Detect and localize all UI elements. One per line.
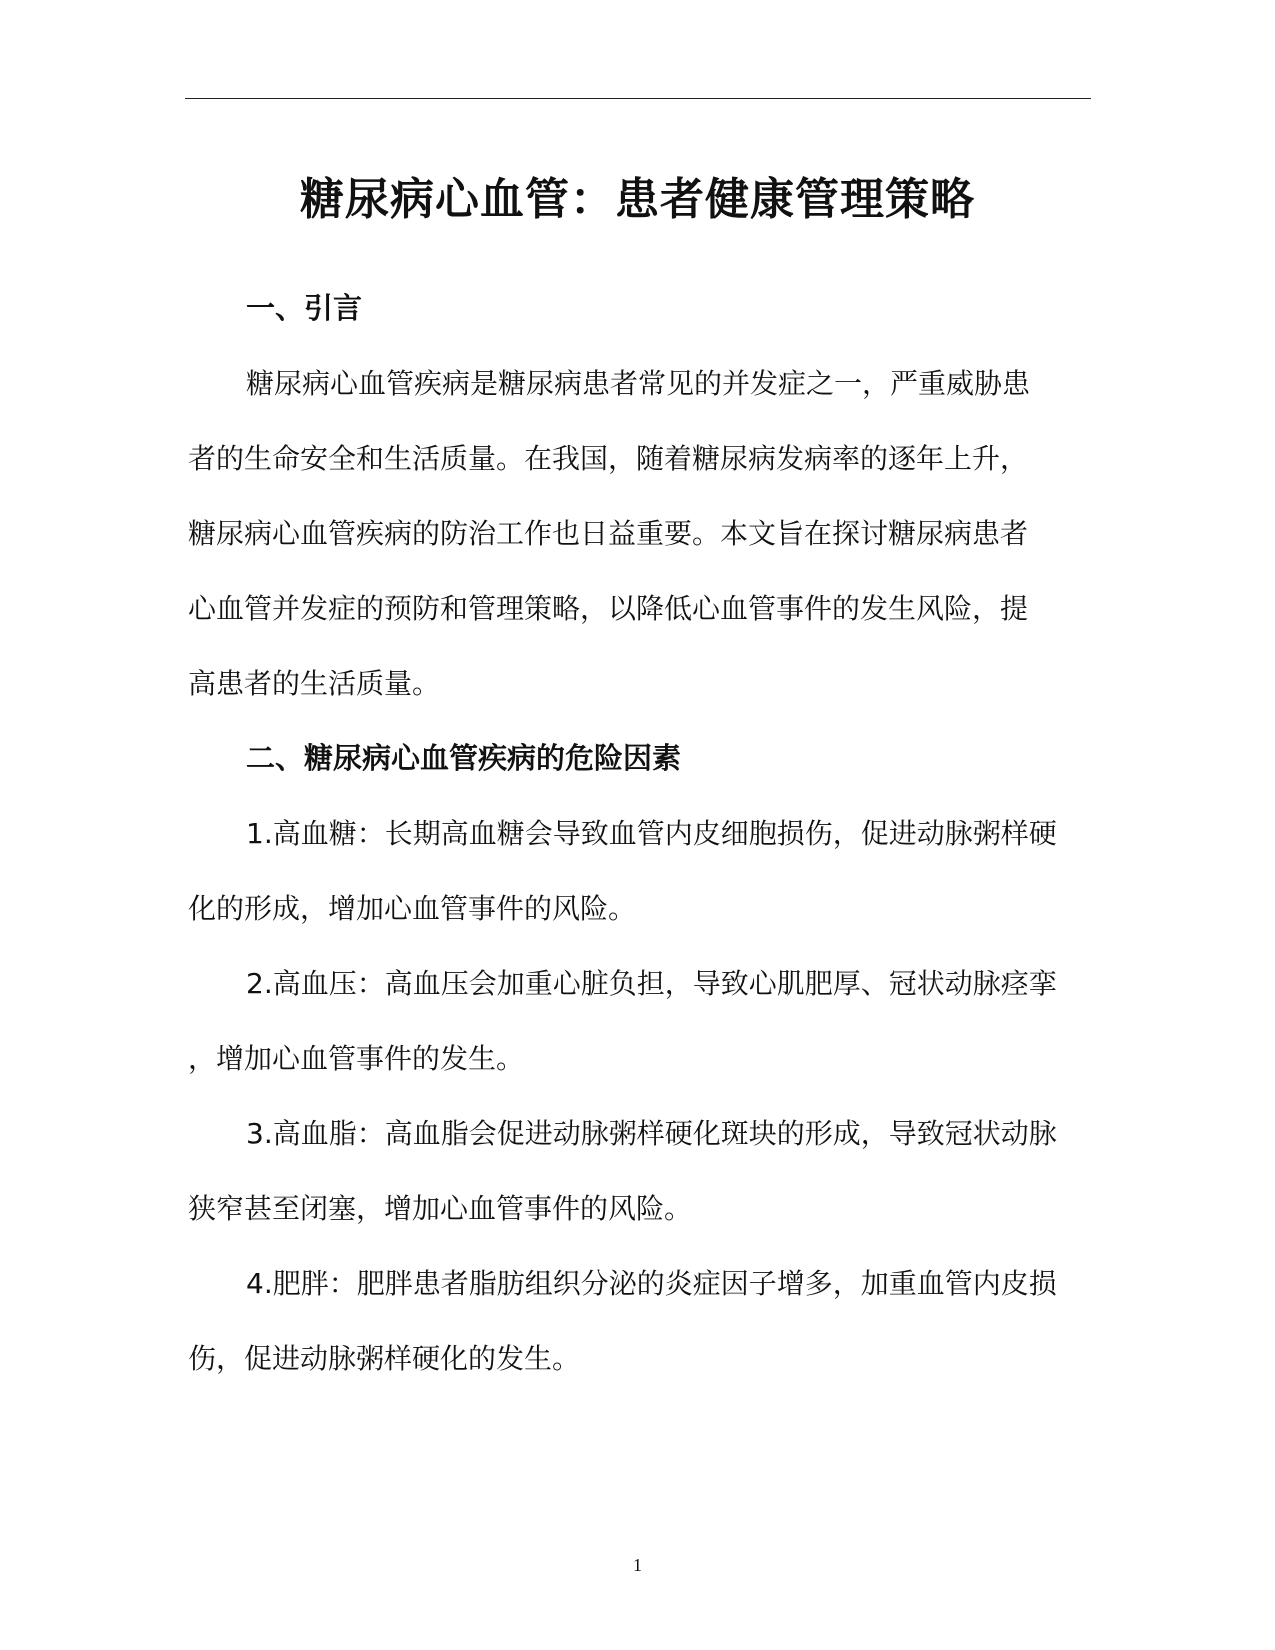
paragraph-line: 者的生命安全和生活质量。在我国，随着糖尿病发病率的逐年上升，: [188, 442, 1029, 475]
paragraph-line: 4.肥胖：肥胖患者脂肪组织分泌的炎症因子增多，加重血管内皮损: [246, 1267, 1057, 1300]
paragraph-high-blood-lipids: [188, 1096, 1094, 1246]
paragraph-line: 1.高血糖：长期高血糖会导致血管内皮细胞损伤，促进动脉粥样硬: [246, 817, 1057, 850]
paragraph-obesity: [188, 1246, 1094, 1396]
document-title: 糖尿病心血管：患者健康管理策略: [300, 174, 975, 225]
paragraph-line: 高患者的生活质量。: [188, 667, 441, 700]
paragraph-line: 心血管并发症的预防和管理策略，以降低心血管事件的发生风险，提: [188, 592, 1029, 625]
paragraph-line: 狭窄甚至闭塞，增加心血管事件的风险。: [188, 1192, 693, 1225]
document-body: [188, 271, 1094, 1396]
paragraph-line: 糖尿病心血管疾病是糖尿病患者常见的并发症之一，严重威胁患: [246, 367, 1031, 400]
paragraph-line: ，增加心血管事件的发生。: [188, 1042, 525, 1075]
paragraph-high-blood-pressure: [188, 946, 1094, 1096]
page-number: 1: [633, 1555, 642, 1575]
paragraph-high-blood-sugar: [188, 796, 1094, 946]
paragraph-introduction: [188, 346, 1094, 721]
section-heading-risk-factors: 二、糖尿病心血管疾病的危险因素: [246, 741, 682, 775]
paragraph-line: 糖尿病心血管疾病的防治工作也日益重要。本文旨在探讨糖尿病患者: [188, 517, 1029, 550]
section-heading-introduction: 一、引言: [246, 291, 363, 325]
paragraph-line: 2.高血压：高血压会加重心脏负担，导致心肌肥厚、冠状动脉痉挛: [246, 967, 1057, 1000]
header-rule: [185, 98, 1091, 99]
paragraph-line: 化的形成，增加心血管事件的风险。: [188, 892, 637, 925]
paragraph-line: 伤，促进动脉粥样硬化的发生。: [188, 1342, 581, 1375]
paragraph-line: 3.高血脂：高血脂会促进动脉粥样硬化斑块的形成，导致冠状动脉: [246, 1117, 1057, 1150]
